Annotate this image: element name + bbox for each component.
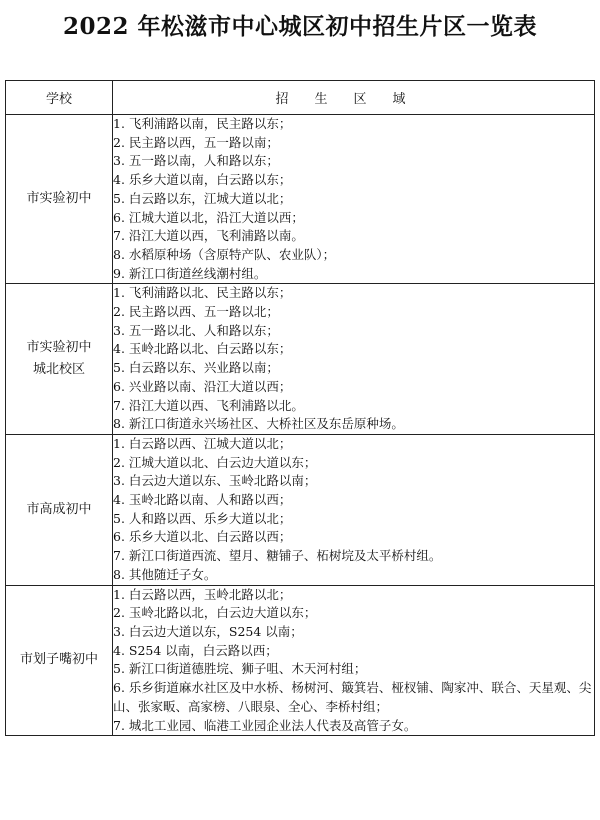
zone-item: 6. 乐乡街道麻水社区及中水桥、杨树河、簸箕岩、桠杈铺、陶家冲、联合、天星观、尖山、张家畈、高家榜、八眼泉、全心、李桥村组； [113, 680, 592, 714]
zone-item: 3. 五一路以北、人和路以东； [113, 322, 279, 338]
zone-list [113, 434, 595, 585]
table-row [6, 585, 595, 736]
zone-item: 7. 新江口街道西流、望月、糖铺子、柘树垸及太平桥村组。 [113, 548, 442, 564]
zone-item: 6. 乐乡大道以北、白云路以西； [113, 529, 292, 545]
zone-item: 9. 新江口街道丝线潮村组。 [113, 265, 267, 281]
zone-item: 2. 江城大道以北、白云边大道以东； [113, 454, 317, 470]
zone-list [113, 284, 595, 435]
school-name: 市划子嘴初中 [6, 585, 113, 736]
zone-item: 2. 玉岭北路以北，白云边大道以东； [113, 605, 317, 621]
header-zone: 招生区域 [113, 81, 595, 115]
zone-item: 5. 白云路以东、兴业路以南； [113, 360, 279, 376]
school-name: 市实验初中 [6, 115, 113, 284]
header-school: 学校 [6, 81, 113, 115]
table-row [6, 115, 595, 284]
table-row [6, 434, 595, 585]
school-name: 市实验初中 城北校区 [6, 284, 113, 435]
zone-item: 4. S254 以南，白云路以西； [113, 642, 278, 658]
zone-item: 2. 民主路以西，五一路以南； [113, 134, 279, 150]
table-row [6, 284, 595, 435]
zone-item: 7. 沿江大道以西，飞利浦路以南。 [113, 228, 304, 244]
zone-item: 5. 新江口街道德胜垸、狮子咀、木天河村组； [113, 661, 367, 677]
zone-item: 1. 白云路以西，玉岭北路以北； [113, 586, 292, 602]
zone-item: 6. 兴业路以南、沿江大道以西； [113, 378, 292, 394]
page-title: 2022 年松滋市中心城区初中招生片区一览表 [62, 13, 538, 40]
zone-item: 2. 民主路以西、五一路以北； [113, 304, 279, 320]
table-header-row [6, 81, 595, 115]
zone-item: 6. 江城大道以北，沿江大道以西； [113, 209, 304, 225]
zone-item: 4. 乐乡大道以南，白云路以东； [113, 172, 292, 188]
school-name: 市高成初中 [6, 434, 113, 585]
zone-item: 4. 玉岭北路以北、白云路以东； [113, 341, 292, 357]
zone-item: 5. 人和路以西、乐乡大道以北； [113, 510, 292, 526]
zone-list [113, 115, 595, 284]
zone-item: 1. 白云路以西、江城大道以北； [113, 435, 292, 451]
zone-item: 8. 水稻原种场（含原特产队、农业队）； [113, 246, 336, 262]
zone-item: 1. 飞利浦路以南，民主路以东； [113, 116, 292, 131]
zone-table [5, 80, 595, 736]
zone-item: 8. 其他随迁子女。 [113, 566, 217, 582]
zone-item: 7. 沿江大道以西、飞利浦路以北。 [113, 397, 304, 413]
zone-item: 3. 白云边大道以东，S254 以南； [113, 623, 303, 639]
zone-item: 4. 玉岭北路以南、人和路以西； [113, 492, 292, 508]
zone-item: 1. 飞利浦路以北、民主路以东； [113, 285, 292, 301]
zone-item: 3. 白云边大道以东、玉岭北路以南； [113, 473, 317, 489]
zone-list [113, 585, 595, 736]
zone-item: 3. 五一路以南，人和路以东； [113, 153, 279, 169]
zone-item: 5. 白云路以东，江城大道以北； [113, 190, 292, 206]
zone-item: 7. 城北工业园、临港工业园企业法人代表及高管子女。 [113, 717, 417, 733]
zone-item: 8. 新江口街道永兴场社区、大桥社区及东岳原种场。 [113, 416, 404, 432]
